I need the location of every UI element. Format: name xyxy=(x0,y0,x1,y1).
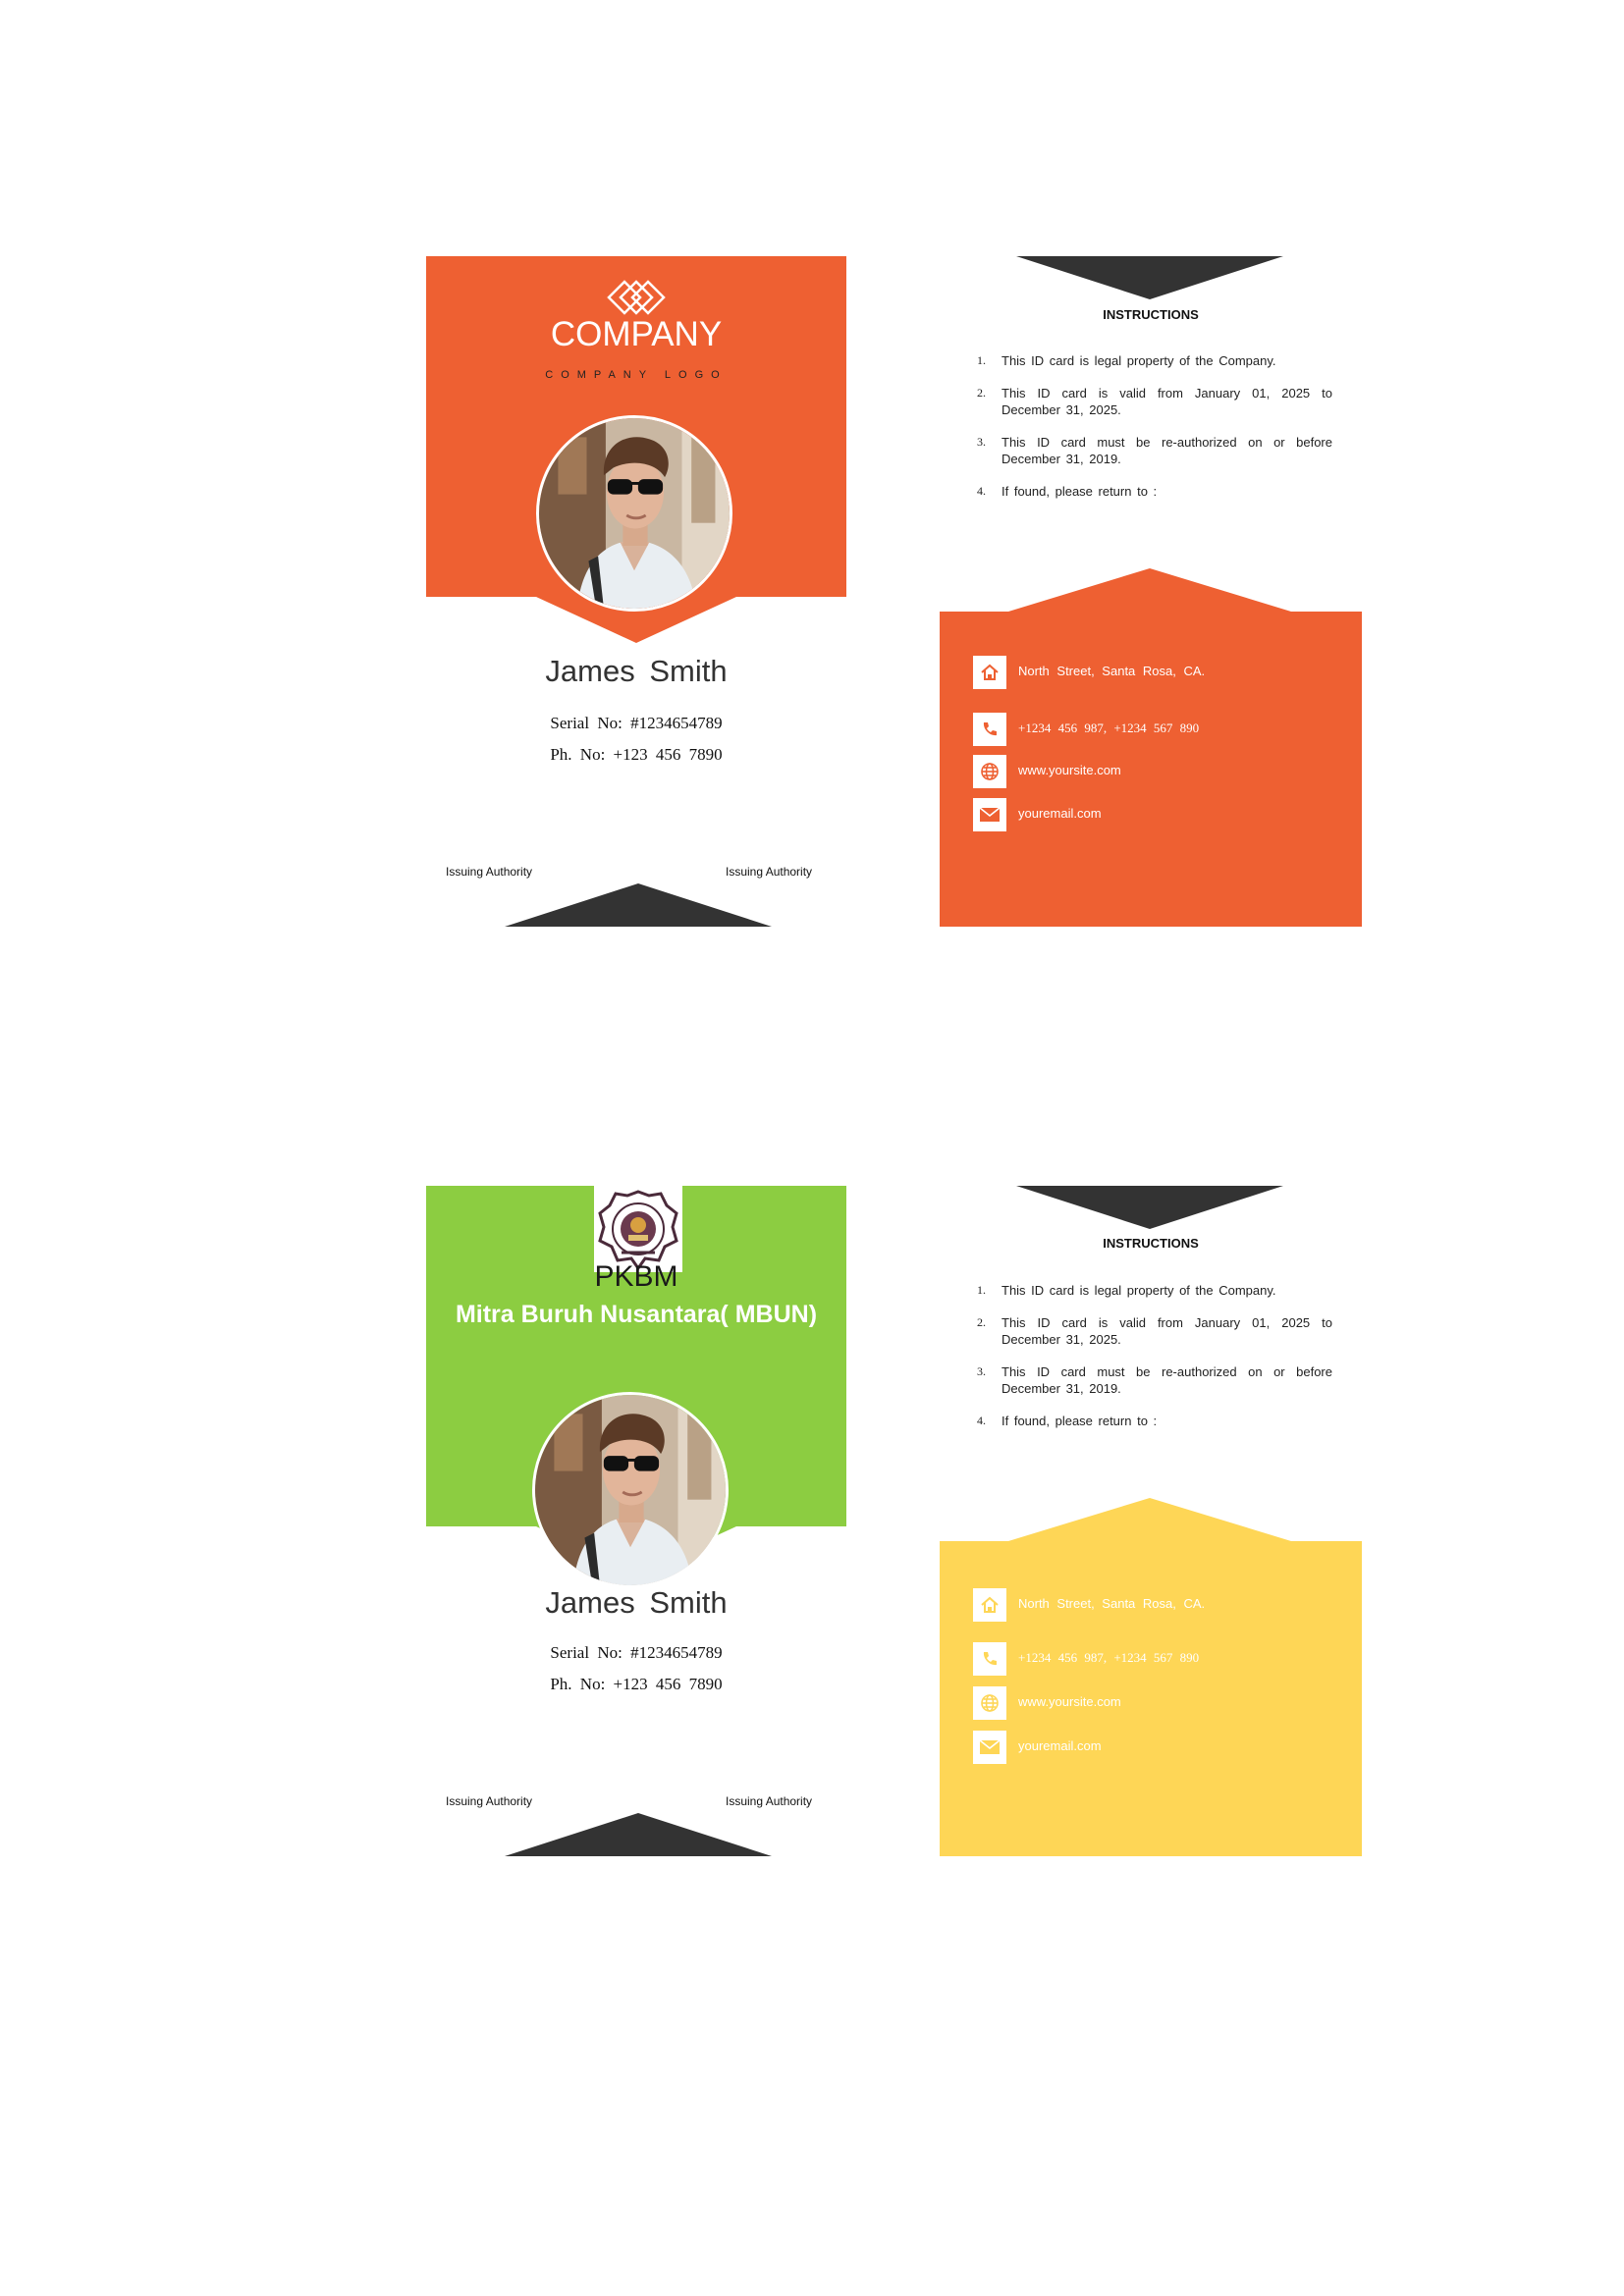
globe-icon xyxy=(973,1686,1006,1720)
instruction-item: 4. If found, please return to : xyxy=(977,484,1158,499)
bottom-triangle-decoration xyxy=(505,883,772,927)
issuing-authority-left: Issuing Authority xyxy=(446,1794,533,1808)
issuing-authority-right: Issuing Authority xyxy=(726,1794,813,1808)
holder-name: James Smith xyxy=(545,654,728,688)
instructions-list xyxy=(977,1282,1332,1445)
globe-icon xyxy=(973,755,1006,788)
instruction-item: 3. This ID card must be re-authorized on or before December 31, 2019. xyxy=(977,1364,1332,1396)
instruction-item: 2. This ID card is valid from January 01, 2025 to December 31, 2025. xyxy=(977,1315,1332,1347)
holder-name: James Smith xyxy=(545,1585,728,1620)
instruction-item: 2. This ID card is valid from January 01, 2025 to December 31, 2025. xyxy=(977,386,1332,417)
mail-icon xyxy=(973,798,1006,831)
instruction-item: 3. This ID card must be re-authorized on or before December 31, 2019. xyxy=(977,435,1332,466)
issuing-authority-right: Issuing Authority xyxy=(726,865,813,879)
phone-number: Ph. No: +123 456 7890 xyxy=(550,745,723,764)
phone-icon xyxy=(973,1642,1006,1676)
phone-number: Ph. No: +123 456 7890 xyxy=(550,1675,723,1693)
card2-front xyxy=(426,1186,846,1856)
website-text: www.yoursite.com xyxy=(1018,1694,1121,1709)
person-photo xyxy=(536,415,732,612)
phone-text: +1234 456 987, +1234 567 890 xyxy=(1018,721,1200,735)
home-icon xyxy=(973,1588,1006,1622)
serial-number: Serial No: #1234654789 xyxy=(550,1643,723,1662)
issuing-authority-left: Issuing Authority xyxy=(446,865,533,879)
phone-text: +1234 456 987, +1234 567 890 xyxy=(1018,1650,1200,1665)
website-text: www.yoursite.com xyxy=(1018,763,1121,777)
instructions-list xyxy=(977,352,1332,515)
top-triangle-decoration xyxy=(1016,256,1283,299)
company-name: COMPANY xyxy=(550,315,723,353)
instructions-title: INSTRUCTIONS xyxy=(1103,1236,1199,1251)
email-text: youremail.com xyxy=(1018,806,1102,821)
contact-panel-shape xyxy=(940,1498,1362,1856)
home-icon xyxy=(973,656,1006,689)
serial-number: Serial No: #1234654789 xyxy=(550,714,723,732)
person-photo xyxy=(532,1392,729,1588)
address-text: North Street, Santa Rosa, CA. xyxy=(1018,664,1206,678)
instruction-item: 1. This ID card is legal property of the Company. xyxy=(977,1283,1276,1298)
card1-front xyxy=(426,256,846,927)
phone-icon xyxy=(973,713,1006,746)
address-text: North Street, Santa Rosa, CA. xyxy=(1018,1596,1206,1611)
card2-back xyxy=(940,1186,1362,1856)
institution-seal-icon xyxy=(594,1186,682,1272)
org-full-name: Mitra Buruh Nusantara( MBUN) xyxy=(455,1301,818,1328)
instruction-item: 4. If found, please return to : xyxy=(977,1414,1158,1428)
email-text: youremail.com xyxy=(1018,1738,1102,1753)
instructions-title: INSTRUCTIONS xyxy=(1103,307,1199,322)
top-triangle-decoration xyxy=(1016,1186,1283,1229)
org-short-name: PKBM xyxy=(594,1260,678,1293)
mail-icon xyxy=(973,1731,1006,1764)
instruction-item: 1. This ID card is legal property of the Company. xyxy=(977,353,1276,368)
contact-panel-shape xyxy=(940,568,1362,927)
company-logo-tagline: COMPANY LOGO xyxy=(545,369,728,381)
card1-back xyxy=(940,256,1362,927)
bottom-triangle-decoration xyxy=(505,1813,772,1856)
